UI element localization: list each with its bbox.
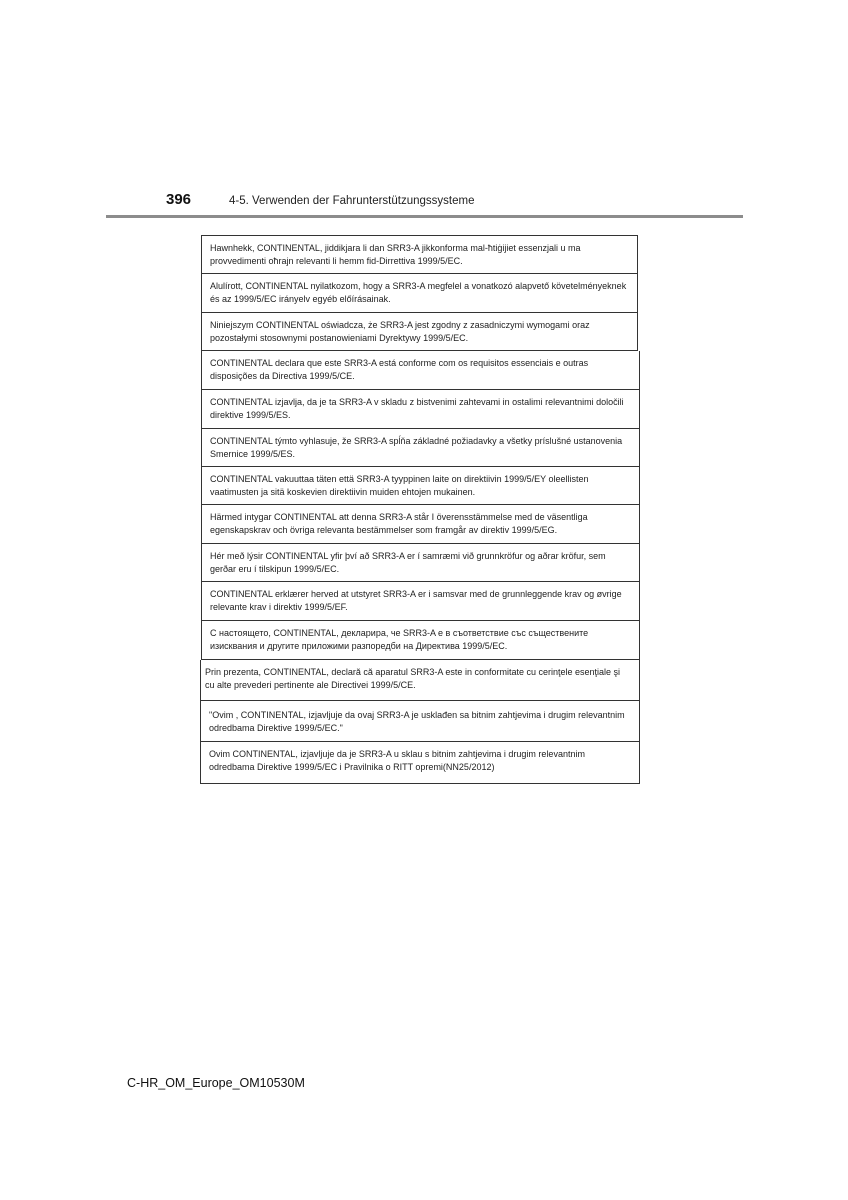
declaration-romanian — [200, 660, 640, 701]
document-code: C-HR_OM_Europe_OM10530M — [127, 1076, 305, 1090]
declaration-croatian-1 — [200, 701, 640, 742]
declaration-text: Ovim CONTINENTAL, izjavljuje da je SRR3-A u sklau s bitnim zahtjevima i drugim relevantnim odredbama Direktive 1999/5/EC i Pravilnika o RITT opremi(NN25/2012) — [209, 749, 585, 772]
declaration-text: Hawnhekk, CONTINENTAL, jiddikjara li dan SRR3-A jikkonforma mal-ħtiġijiet essenzjali u ma provvedimenti oħrajn relevanti li hemm fid-Dirrettiva 1999/5/EC. — [210, 243, 581, 266]
header-divider — [106, 215, 743, 218]
declaration-maltese — [201, 235, 638, 274]
declaration-text: С настоящето, CONTINENTAL, декларира, че SRR3-A е в съответствие със съществените изисквания и другите приложими разпоредби на Директива 1999/5/ЕС. — [210, 628, 589, 651]
declaration-norwegian — [201, 582, 640, 621]
declaration-text: Hér með lýsir CONTINENTAL yfir því að SRR3-A er í samræmi við grunnkröfur og aðrar kröfur, sem gerðar eru í tilskipun 1999/5/EC. — [210, 551, 606, 574]
declaration-text: CONTINENTAL declara que este SRR3-A está conforme com os requisitos essenciais e outras disposições da Directiva 1999/5/CE. — [210, 358, 589, 381]
declaration-swedish — [201, 505, 640, 544]
declaration-text: CONTINENTAL vakuuttaa täten että SRR3-A tyyppinen laite on direktiivin 1999/5/EY oleellisten vaatimusten ja sitä koskevien direktiivin muiden ehtojen mukainen. — [210, 474, 589, 497]
declaration-slovak — [201, 429, 640, 467]
declaration-slovenian — [201, 390, 640, 429]
declaration-icelandic — [201, 544, 640, 582]
declaration-text: CONTINENTAL erklærer herved at utstyret SRR3-A er i samsvar med de grunnleggende krav og øvrige relevante krav i direktiv 1999/5/EF. — [210, 589, 622, 612]
declaration-hungarian — [201, 274, 638, 313]
declaration-text: Alulírott, CONTINENTAL nyilatkozom, hogy a SRR3-A megfelel a vonatkozó alapvető követelményeknek és az 1999/5/EC irányelv egyéb előírásainak. — [210, 281, 627, 304]
declaration-portuguese — [201, 351, 640, 390]
section-title: 4-5. Verwenden der Fahrunterstützungssysteme — [229, 195, 475, 207]
declaration-text: Prin prezenta, CONTINENTAL, declară că aparatul SRR3-A este in conformitate cu cerinţele esenţiale şi cu alte prevederi pertinente ale Directivei 1999/5/CE. — [205, 667, 621, 690]
declaration-text: Härmed intygar CONTINENTAL att denna SRR3-A står I överensstämmelse med de väsentliga egenskapskrav och övriga relevanta bestämmelser som framgår av direktiv 1999/5/EG. — [210, 512, 588, 535]
declaration-text: CONTINENTAL týmto vyhlasuje, že SRR3-A spĺňa základné požiadavky a všetky príslušné ustanovenia Smernice 1999/5/ES. — [210, 436, 623, 459]
declaration-text: "Ovim , CONTINENTAL, izjavljuje da ovaj SRR3-A je usklađen sa bitnim zahtjevima i drugim relevantnim odredbama Direktive 1999/5/EC." — [209, 710, 625, 733]
declaration-bulgarian — [201, 621, 640, 660]
declaration-text: Niniejszym CONTINENTAL oświadcza, że SRR3-A jest zgodny z zasadniczymi wymogami oraz pozostałymi stosownymi postanowieniami Dyrektywy 1999/5/EC. — [210, 320, 590, 343]
page-number: 396 — [166, 191, 192, 208]
declaration-polish — [201, 313, 638, 351]
declaration-text: CONTINENTAL izjavlja, da je ta SRR3-A v skladu z bistvenimi zahtevami in ostalimi relevantnimi določili direktive 1999/5/ES. — [210, 397, 624, 420]
declaration-croatian-2 — [200, 742, 640, 784]
declaration-table — [200, 235, 640, 784]
declaration-finnish — [201, 467, 640, 505]
